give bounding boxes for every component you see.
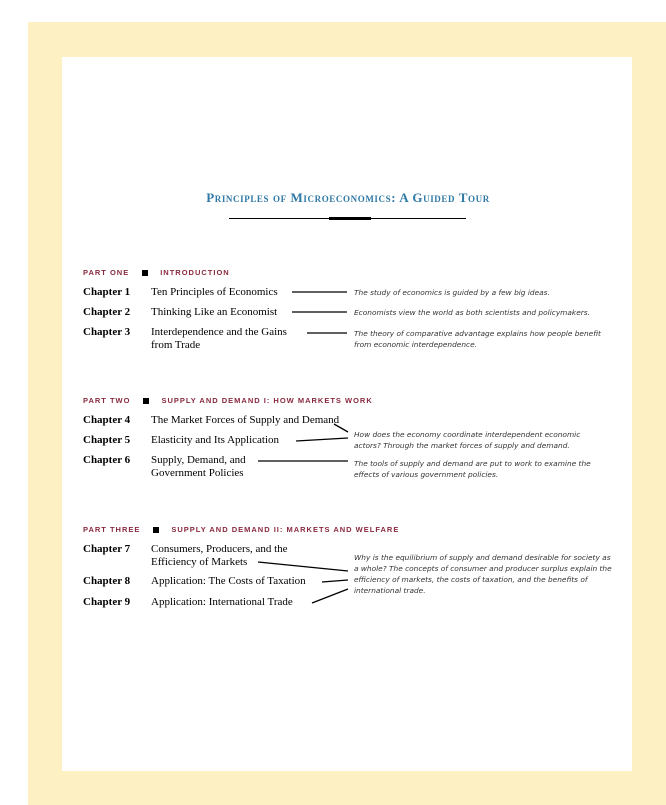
chapter-1-title: Ten Principles of Economics	[151, 286, 278, 298]
chapter-6-title-line1: Supply, Demand, and	[151, 454, 246, 466]
part-heading: INTRODUCTION	[160, 268, 230, 277]
chapter-7-title	[151, 543, 288, 569]
square-bullet-icon	[142, 270, 148, 276]
note-chapter-2: Economists view the world as both scientists and policymakers.	[354, 308, 590, 317]
page-sheet	[62, 57, 632, 771]
chapter-7-title-line2: Efficiency of Markets	[151, 556, 248, 568]
note-chapters-4-5: How does the economy coordinate interdependent economic actors? Through the market forces of supply and demand.	[354, 430, 581, 450]
note-chapter-1: The study of economics is guided by a few big ideas.	[354, 288, 550, 297]
part-heading: SUPPLY AND DEMAND II: MARKETS AND WELFARE	[171, 525, 400, 534]
chapter-7-title-line1: Consumers, Producers, and the	[151, 543, 288, 555]
chapter-6-number: Chapter 6	[83, 454, 131, 466]
square-bullet-icon	[143, 398, 149, 404]
chapter-1-number: Chapter 1	[83, 286, 131, 298]
chapter-4-title: The Market Forces of Supply and Demand	[151, 414, 340, 426]
note-chapter-3: The theory of comparative advantage explains how people benefit from economic interdependence.	[354, 329, 601, 349]
part-three-header	[83, 525, 399, 534]
part-label: PART TWO	[83, 396, 131, 405]
chapter-8-number: Chapter 8	[83, 575, 131, 587]
note-chapters-7-9: Why is the equilibrium of supply and demand desirable for society as a whole? The concepts of consumer and producer surplus explain the efficiency of markets, the costs of taxation, and the benefits of international trade.	[354, 553, 612, 595]
note-chapter-6: The tools of supply and demand are put to work to examine the effects of various government policies.	[354, 459, 591, 479]
chapter-3-title-line2: from Trade	[151, 339, 201, 351]
chapter-8-title: Application: The Costs of Taxation	[151, 575, 306, 587]
part-one-header	[83, 268, 230, 277]
chapter-3-number: Chapter 3	[83, 326, 131, 338]
square-bullet-icon	[153, 527, 159, 533]
chapter-2-title: Thinking Like an Economist	[151, 306, 278, 318]
chapter-9-number: Chapter 9	[83, 596, 131, 608]
chapter-3-title-line1: Interdependence and the Gains	[151, 326, 287, 338]
chapter-5-number: Chapter 5	[83, 434, 131, 446]
chapter-6-title	[151, 454, 246, 480]
part-heading: SUPPLY AND DEMAND I: HOW MARKETS WORK	[161, 396, 373, 405]
chapter-5-title: Elasticity and Its Application	[151, 434, 280, 446]
chapter-2-number: Chapter 2	[83, 306, 131, 318]
chapter-7-number: Chapter 7	[83, 543, 131, 555]
chapter-3-title	[151, 326, 287, 352]
part-two-header	[83, 396, 373, 405]
part-label: PART THREE	[83, 525, 141, 534]
chapter-6-title-line2: Government Policies	[151, 467, 244, 479]
title-rule-accent	[329, 217, 371, 220]
chapter-9-title: Application: International Trade	[151, 596, 293, 608]
page-title: Principles of Microeconomics: A Guided Tour	[206, 190, 490, 205]
part-label: PART ONE	[83, 268, 130, 277]
chapter-4-number: Chapter 4	[83, 414, 131, 426]
